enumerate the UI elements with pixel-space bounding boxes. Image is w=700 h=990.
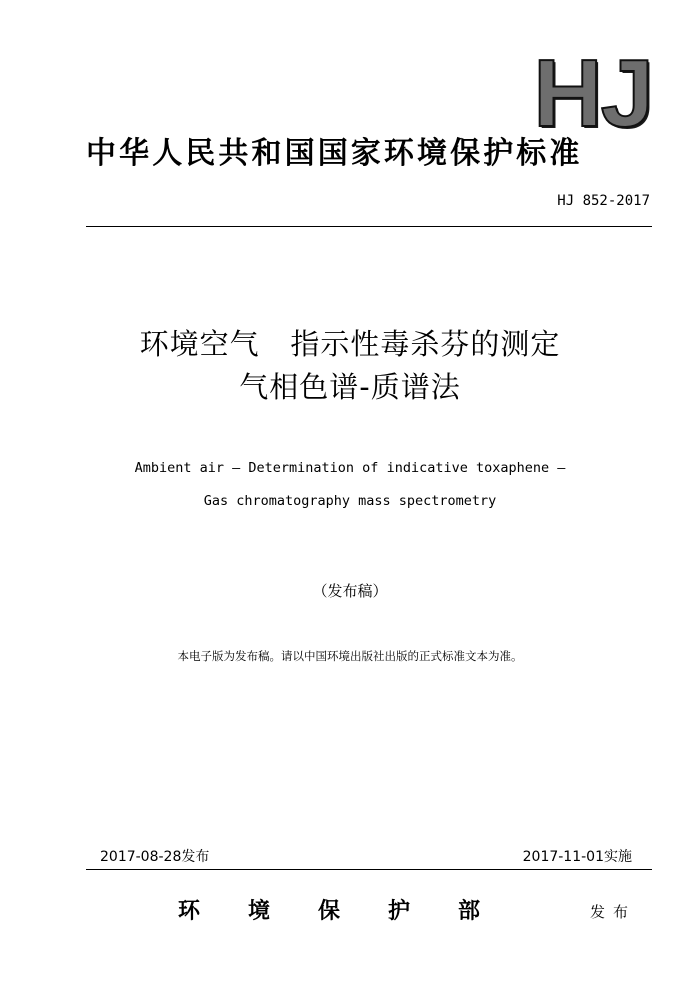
issue-date: 2017-08-28发布 <box>100 849 210 865</box>
chinese-title-line-2: 气相色谱-质谱法 <box>239 370 461 404</box>
publish-label: 发布 <box>590 903 637 921</box>
english-title-line-2: Gas chromatography mass spectrometry <box>203 493 497 509</box>
chinese-title-line-1: 环境空气 指示性毒杀芬的测定 <box>139 327 561 361</box>
english-title-line-1: Ambient air — Determination of indicative toxaphene — <box>134 460 566 476</box>
implementation-date: 2017-11-01实施 <box>522 849 632 865</box>
issuing-ministry: 环境保护部 <box>178 898 529 924</box>
issuer-organization: 中华人民共和国国家环境保护标准 <box>86 136 583 171</box>
footer-divider <box>86 869 652 870</box>
electronic-version-notice: 本电子版为发布稿。请以中国环境出版社出版的正式标准文本为准。 <box>177 649 523 663</box>
hj-logo: HJ <box>533 40 652 147</box>
standard-number: HJ 852-2017 <box>557 193 650 209</box>
draft-label: （发布稿） <box>312 582 388 600</box>
header-divider <box>86 226 652 227</box>
